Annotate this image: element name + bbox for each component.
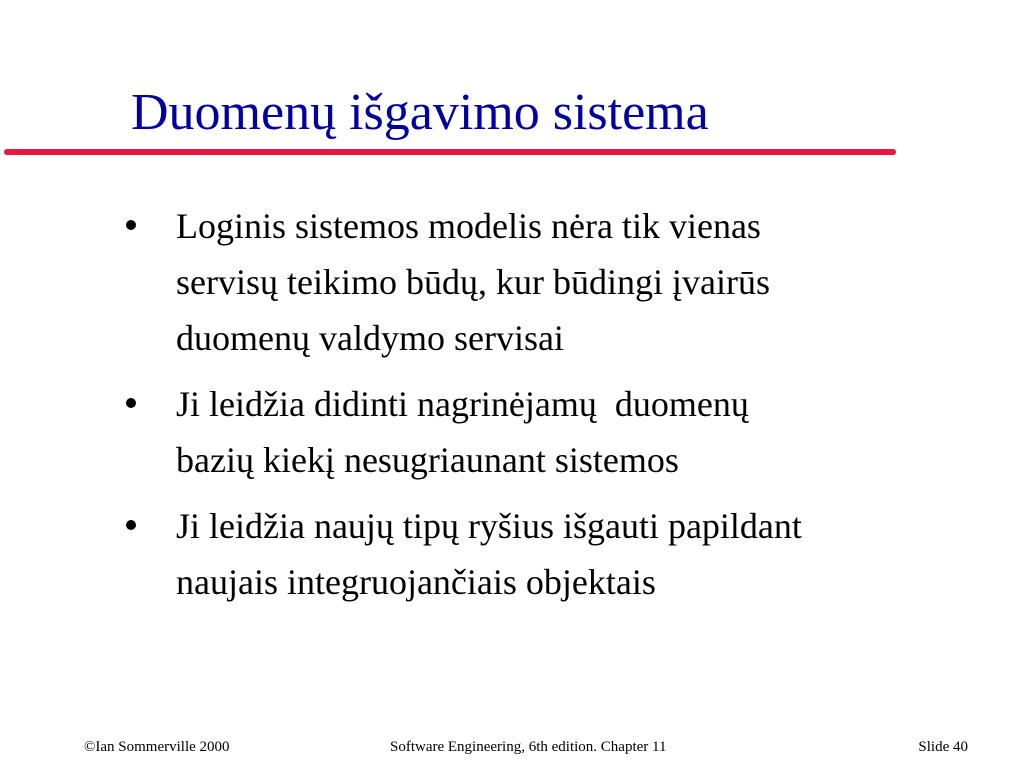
- bullet-item: [120, 498, 1000, 610]
- bullet-dot-icon: [126, 398, 136, 408]
- bullet-dot-icon: [126, 520, 136, 530]
- slide-title: Duomenų išgavimo sistema: [131, 84, 709, 141]
- bullet-text-line: naujais integruojančiais objektais: [176, 562, 656, 602]
- bullet-list: [120, 198, 1000, 620]
- bullet-text-line: Ji leidžia didinti nagrinėjamų duomenų: [176, 384, 749, 424]
- bullet-item: [120, 376, 1000, 488]
- footer-copyright: ©Ian Sommerville 2000: [84, 739, 230, 755]
- footer-slide-number: Slide 40: [918, 739, 968, 755]
- title-underline: [4, 149, 896, 155]
- bullet-text-line: Loginis sistemos modelis nėra tik vienas: [176, 206, 761, 246]
- bullet-text-line: servisų teikimo būdų, kur būdingi įvairūs: [176, 262, 770, 302]
- footer-book-title: Software Engineering, 6th edition. Chapter 11: [390, 739, 667, 755]
- bullet-text-line: Ji leidžia naujų tipų ryšius išgauti papildant: [176, 506, 802, 546]
- bullet-text-line: duomenų valdymo servisai: [176, 318, 564, 358]
- bullet-dot-icon: [126, 220, 136, 230]
- bullet-item: [120, 198, 1000, 366]
- bullet-text-line: bazių kiekį nesugriaunant sistemos: [176, 440, 679, 480]
